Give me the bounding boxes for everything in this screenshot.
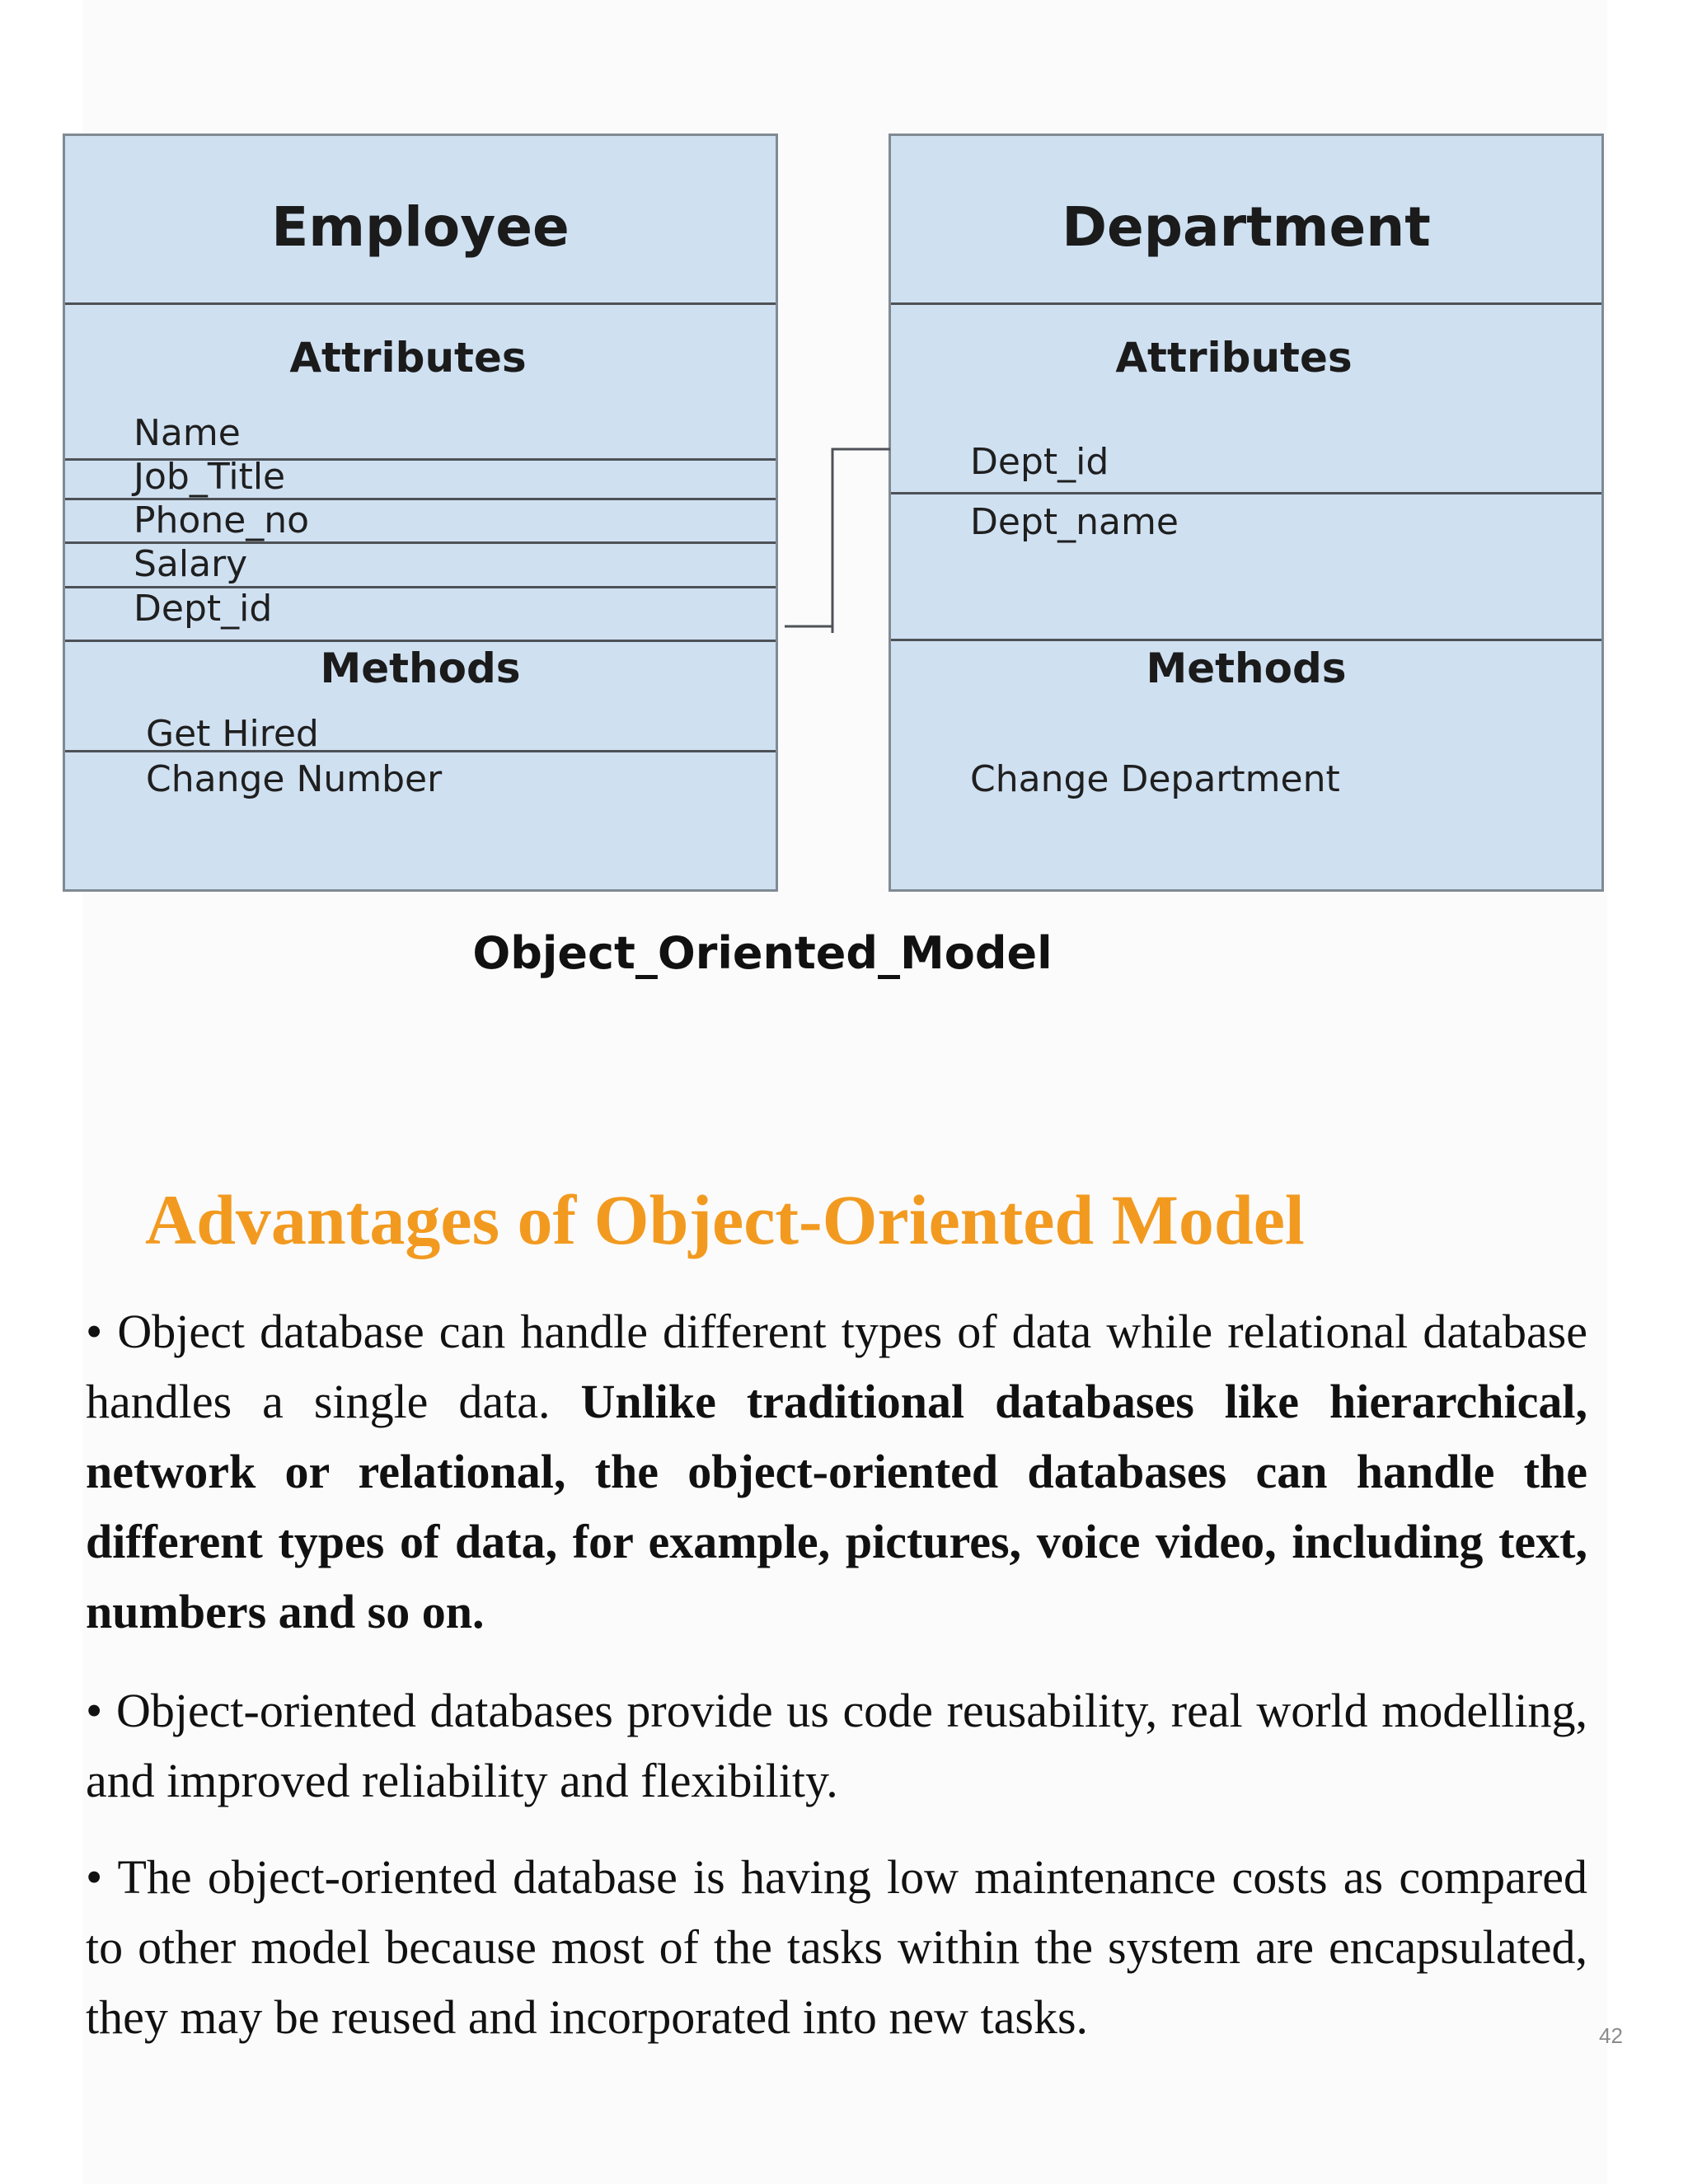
bullet-1-bold-text: Unlike traditional databases like hierarchical, network or relational, the object-oriented databases can handle the different types of data, for example, pictures, voice video, including text, numbers and so on. (86, 1375, 1587, 1638)
relationship-connector (0, 0, 1688, 907)
bullet-paragraph-3 (86, 1842, 1587, 2052)
employee-attr-job-title: Job_Title (134, 456, 286, 498)
department-attr-dept-name: Dept_name (970, 501, 1179, 543)
section-heading: Advantages of Object-Oriented Model (145, 1180, 1305, 1259)
department-methods-label: Methods (1146, 644, 1347, 692)
employee-attr-name: Name (134, 412, 241, 454)
bullet-3-text: • The object-oriented database is having low maintenance costs as compared to other model because most of the tasks within the system are encapsulated, they may be reused and incorporated into new tasks. (86, 1850, 1587, 2044)
employee-title: Employee (271, 195, 570, 259)
employee-attr-phone-no: Phone_no (134, 499, 310, 541)
department-attributes-label: Attributes (1115, 334, 1353, 382)
employee-attr-salary: Salary (134, 543, 248, 585)
bullet-paragraph-2 (86, 1675, 1587, 1816)
department-method-change-department: Change Department (970, 758, 1340, 800)
employee-method-get-hired: Get Hired (146, 713, 319, 755)
department-attr-dept-id: Dept_id (970, 441, 1109, 483)
page-number: 42 (1599, 2023, 1623, 2048)
employee-method-change-number: Change Number (146, 758, 443, 800)
employee-attributes-label: Attributes (289, 334, 527, 382)
bullet-paragraph-1 (86, 1296, 1587, 1647)
employee-attr-dept-id: Dept_id (134, 588, 273, 630)
department-title: Department (1062, 195, 1431, 259)
employee-methods-label: Methods (320, 644, 521, 692)
bullet-2-text: • Object-oriented databases provide us code reusability, real world modelling, and improved reliability and flexibility. (86, 1684, 1587, 1807)
connector-line (785, 449, 890, 626)
diagram-caption: Object_Oriented_Model (472, 927, 1053, 979)
bullet-1-text: • Object database can handle different types of data while relational database handles a single data. (86, 1305, 1587, 1428)
